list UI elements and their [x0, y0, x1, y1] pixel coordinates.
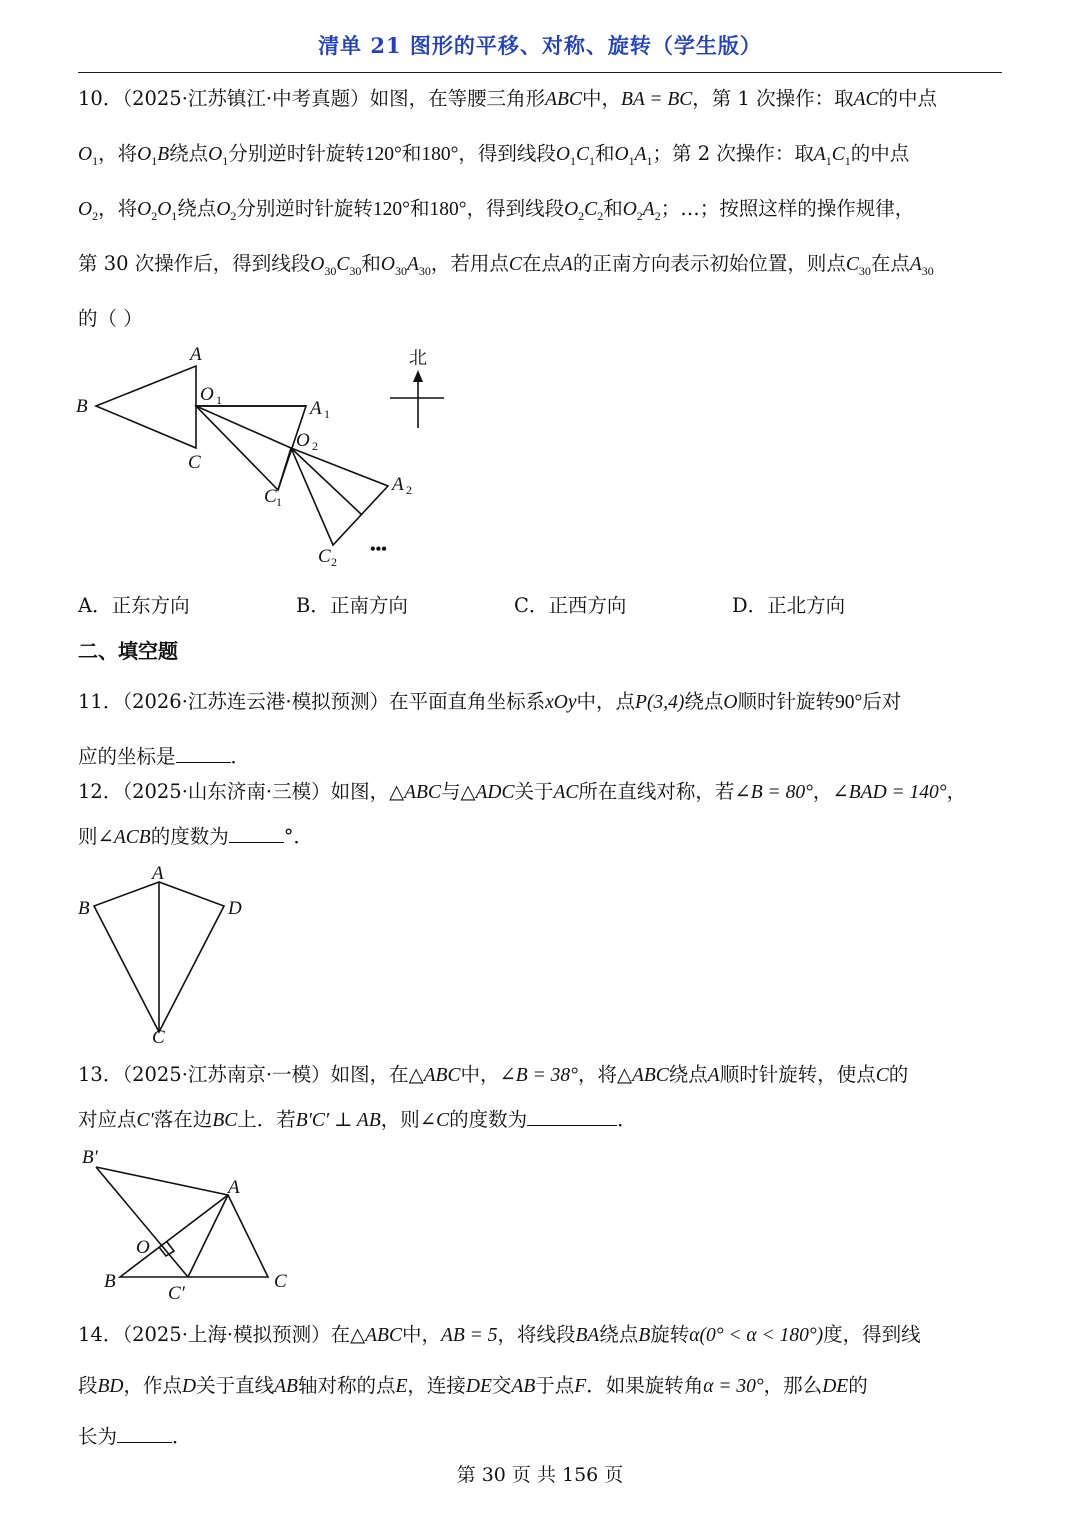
- label-O2: O: [296, 430, 310, 451]
- question-10: 10．（2025·江苏镇江·中考真题）如图，在等腰三角形ABC中，BA = BC，第 1 次操作：取AC的中点 $O_1$，将$O_1B$绕点$O_1$分别逆时针旋转120°和180°，得到线段$O_1C_1$和$O_1A_1$；第 2 次操作：取$A_1C_1$的中点 $O_2$，将$O_2O_1$绕点$O_2$分别逆时针旋转120°和180°，得到线段$O_2C_2$和$O_2A_2$；…；按照这样的操作规律， 第 30 次操作后，得到线段$O_{30}C_{30}$和$O_{30}A_{30}$，若用点C在点A的正南方向表示初始位置，则点$C_{30}$在点$A_{30}$ 的（ ）: [78, 87, 938, 330]
- label-C: C: [152, 1027, 165, 1047]
- svg-text:2: 2: [406, 483, 412, 497]
- label-D: D: [228, 898, 242, 919]
- label-C-prime: C′: [168, 1283, 185, 1304]
- svg-text:1: 1: [324, 407, 330, 421]
- figure-q10-rotation-diagram: [70, 340, 470, 575]
- question-13: 13．（2025·江苏南京·一模）如图，在△ABC中，∠B = 38°，将△ABC绕点A顺时针旋转，使点C的 对应点C′落在边BC上．若B′C′ ⊥ AB，则∠C的度数为 ．: [78, 1063, 909, 1131]
- label-B: B: [76, 396, 88, 417]
- label-A2: A: [392, 474, 404, 495]
- label-A1: A: [310, 398, 322, 419]
- continuation-dots: •••: [370, 541, 387, 558]
- label-C: C: [274, 1271, 287, 1292]
- question-number: 10．: [78, 87, 123, 110]
- question-12: 12．（2025·山东济南·三模）如图，△ABC与△ADC关于AC所在直线对称，若∠B = 80°，∠BAD = 140°， 则∠ACB的度数为 °．: [78, 780, 967, 848]
- compass-north-label: 北: [409, 348, 427, 369]
- svg-text:1: 1: [216, 393, 222, 407]
- svg-text:1: 1: [276, 495, 282, 509]
- answer-blank: [176, 742, 231, 763]
- answer-blank: [117, 1422, 172, 1443]
- label-C1: C: [264, 486, 277, 507]
- page-header-title: 清单 21 图形的平移、对称、旋转（学生版）: [318, 33, 762, 58]
- triangle-abc: [96, 366, 196, 448]
- question-11: 11．（2026·江苏连云港·模拟预测）在平面直角坐标系xOy中，点P(3,4)绕点O顺时针旋转90°后对 应的坐标是 ．: [78, 690, 902, 768]
- north-arrow-icon: [413, 370, 423, 382]
- question-14: 14．（2025·上海·模拟预测）在△ABC中，AB = 5，将线段BA绕点B旋转α(0° < α < 180°)度，得到线 段BD，作点D关于直线AB轴对称的点E，连接DE交AB于点F．如果旋转角α = 30°，那么DE的 长为 ．: [78, 1323, 921, 1448]
- answer-blank: [527, 1105, 617, 1126]
- answer-blank: [229, 822, 284, 843]
- label-B: B: [104, 1271, 116, 1292]
- label-B-prime: B′: [82, 1147, 98, 1168]
- label-C2: C: [318, 546, 331, 567]
- option-d: D．正北方向: [732, 594, 846, 617]
- label-A: A: [152, 863, 164, 884]
- label-O1: O: [200, 384, 214, 405]
- svg-text:2: 2: [312, 439, 318, 453]
- figure-q12-kite: [70, 862, 260, 1047]
- svg-text:2: 2: [331, 555, 337, 569]
- section-title-fill-in: 二、填空题: [78, 639, 178, 663]
- label-B: B: [78, 898, 90, 919]
- question-source: （2025·江苏镇江·中考真题）: [122, 87, 370, 110]
- label-C: C: [188, 452, 201, 473]
- label-A: A: [228, 1177, 240, 1198]
- figure-q13-rotation: [70, 1143, 310, 1305]
- option-c: C．正西方向: [514, 594, 627, 617]
- label-O: O: [136, 1237, 150, 1258]
- option-b: B．正南方向: [296, 594, 408, 617]
- option-a: A．正东方向: [78, 594, 190, 617]
- page-footer: 第 30 页 共 156 页: [456, 1464, 624, 1486]
- label-A: A: [190, 344, 202, 365]
